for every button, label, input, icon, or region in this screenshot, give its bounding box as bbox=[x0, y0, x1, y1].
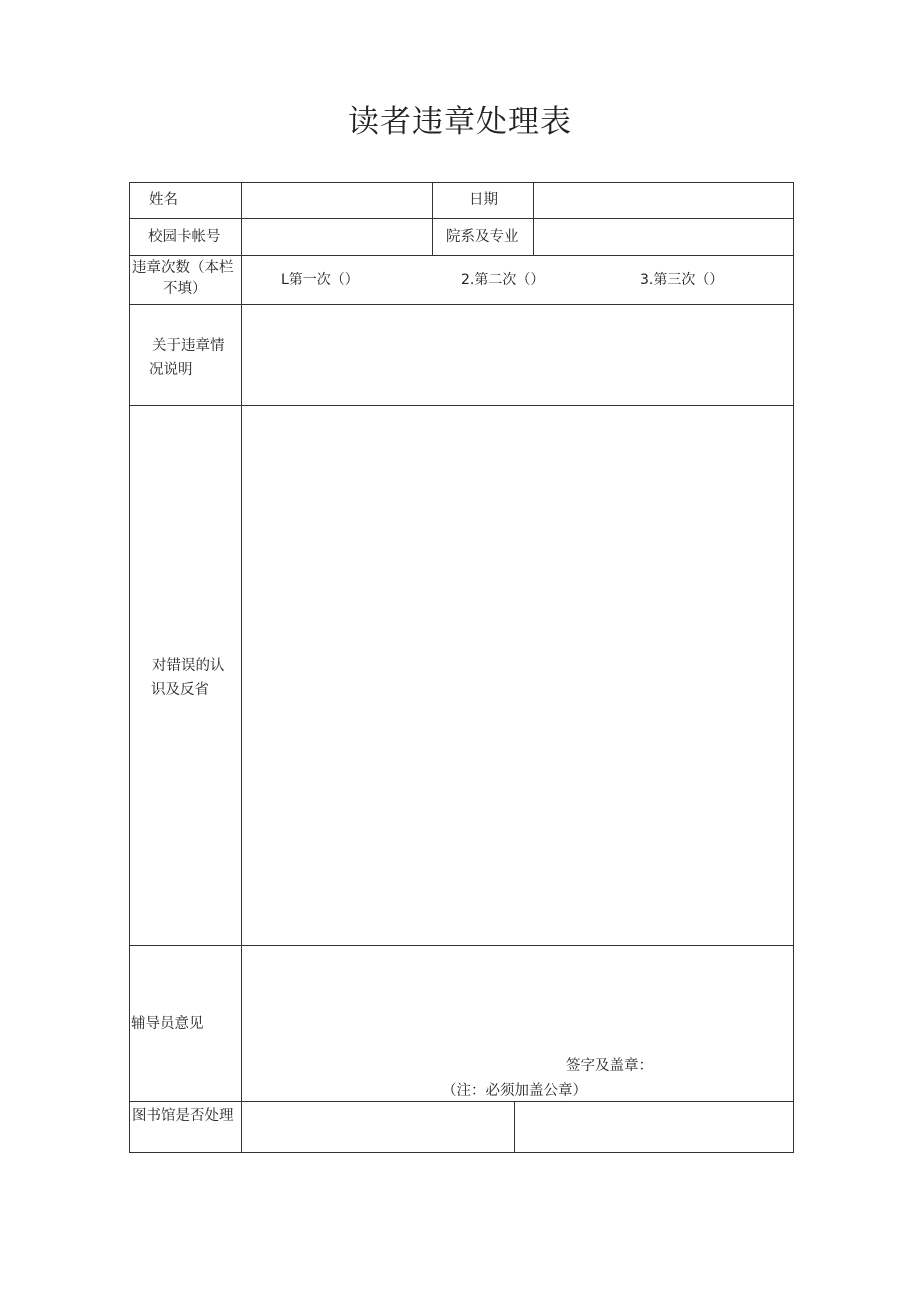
table-border-bottom bbox=[129, 1152, 794, 1153]
name-label: 姓名 bbox=[149, 192, 178, 208]
count-option-third[interactable]: 3.第三次（） bbox=[640, 272, 724, 288]
counselor-opinion-label: 辅导员意见 bbox=[131, 1016, 204, 1032]
situation-label-line1: 关于违章情 bbox=[152, 338, 225, 354]
form-title: 读者违章处理表 bbox=[348, 104, 572, 140]
reflection-field[interactable] bbox=[242, 406, 793, 945]
date-field[interactable] bbox=[534, 183, 793, 218]
signature-label: 签字及盖章： bbox=[566, 1058, 653, 1074]
reflection-label-line1: 对错误的认 bbox=[152, 658, 225, 674]
situation-label-line2: 况说明 bbox=[149, 362, 193, 378]
violation-count-label-line2: 不填） bbox=[163, 281, 207, 297]
reflection-label-line2: 识及反省 bbox=[151, 682, 209, 698]
card-number-field[interactable] bbox=[242, 219, 432, 255]
library-handling-label: 图书馆是否处理 bbox=[132, 1108, 234, 1124]
table-border-left bbox=[129, 182, 130, 1153]
situation-field[interactable] bbox=[242, 305, 793, 405]
seal-note: （注：必须加盖公章） bbox=[442, 1083, 587, 1099]
counselor-opinion-field[interactable] bbox=[242, 946, 793, 1046]
department-label: 院系及专业 bbox=[446, 229, 519, 245]
date-label: 日期 bbox=[469, 192, 498, 208]
violation-count-label-line1: 违章次数（本栏 bbox=[132, 260, 234, 276]
name-field[interactable] bbox=[242, 183, 432, 218]
count-option-second[interactable]: 2.第二次（） bbox=[461, 272, 545, 288]
card-number-label: 校园卡帐号 bbox=[148, 229, 221, 245]
table-border-right bbox=[793, 182, 794, 1153]
library-handling-field[interactable] bbox=[242, 1102, 514, 1152]
library-handling-extra-field[interactable] bbox=[515, 1102, 793, 1152]
count-option-first[interactable]: L第一次（） bbox=[281, 272, 359, 288]
column-divider bbox=[432, 182, 433, 255]
department-field[interactable] bbox=[534, 219, 793, 255]
